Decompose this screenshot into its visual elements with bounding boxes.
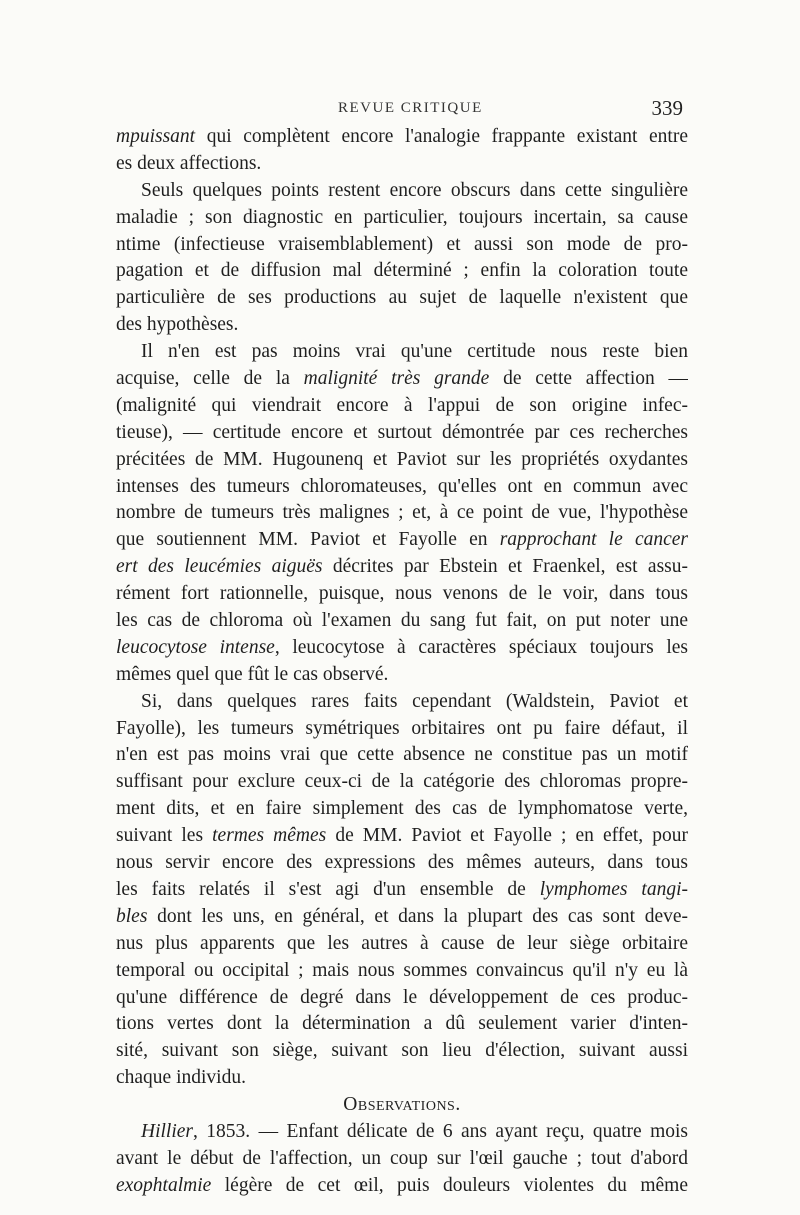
text-line [116, 985, 688, 1012]
text-line [116, 527, 688, 554]
text-run: dont les uns, en général, et dans la plupart des cas sont deve- [147, 905, 688, 927]
text-run: de MM. Paviot et Fayolle ; en effet, pour [326, 825, 688, 847]
text-run: nombre de tumeurs très malignes ; et, à ce point de vue, l'hypothèse [116, 502, 688, 524]
text-line [116, 877, 688, 904]
text-line [116, 339, 688, 366]
running-title: REVUE CRITIQUE [338, 100, 483, 116]
text-line [116, 769, 688, 796]
text-line [116, 1173, 688, 1200]
italic-text: lymphomes tangi- [539, 878, 688, 900]
text-run: que soutiennent MM. Paviot et Fayolle en [116, 529, 500, 551]
text-line [116, 958, 688, 985]
italic-text: rapprochant le cancer [499, 529, 688, 551]
text-line [116, 151, 688, 178]
text-run: rément fort rationnelle, puisque, nous venons de le voir, dans tous [116, 583, 688, 605]
text-run: nous servir encore des expressions des mêmes auteurs, dans tous [116, 852, 688, 874]
text-run: qui complètent encore l'analogie frappante existant entre [195, 126, 688, 147]
text-run: , 1853. — Enfant délicate de 6 ans ayant reçu, quatre mois [193, 1120, 688, 1142]
body-text [116, 124, 688, 1200]
text-line [116, 581, 688, 608]
italic-text: ert des leucémies aiguës [116, 556, 323, 578]
text-line [116, 1038, 688, 1065]
text-run: Fayolle), les tumeurs symétriques orbitaires ont pu faire défaut, il [116, 717, 688, 739]
text-run: acquise, celle de la [116, 368, 304, 390]
page-number: 339 [651, 96, 683, 120]
italic-text: termes mêmes [212, 825, 327, 847]
text-run: les faits relatés il s'est agi d'un ensemble de [116, 878, 540, 900]
text-line [116, 366, 688, 393]
text-run: les cas de chloroma où l'examen du sang fut fait, on put noter une [116, 610, 688, 632]
text-run: , leucocytose à caractères spéciaux toujours les [274, 636, 688, 658]
italic-text: mpuissant [116, 126, 196, 147]
text-line [116, 742, 688, 769]
text-line [116, 205, 688, 232]
text-run: Si, dans quelques rares faits cependant (Waldstein, Paviot et [141, 690, 688, 712]
text-run: légère de cet œil, puis douleurs violentes du même [211, 1174, 688, 1196]
text-run: qu'une différence de degré dans le développement de ces produc- [116, 986, 688, 1008]
text-line [116, 1146, 688, 1173]
text-line [116, 1119, 688, 1146]
text-line [116, 312, 688, 339]
text-run: es deux affections. [116, 152, 262, 174]
text-line [116, 124, 688, 151]
text-run: pagation et de diffusion mal déterminé ; enfin la coloration toute [116, 260, 688, 282]
text-run: Observations. [343, 1094, 461, 1116]
text-run: sité, suivant son siège, suivant son lieu d'élection, suivant aussi [116, 1040, 688, 1062]
text-run: décrites par Ebstein et Fraenkel, est assu- [322, 556, 688, 578]
text-line [116, 823, 688, 850]
text-line [116, 689, 688, 716]
text-run: (malignité qui viendrait encore à l'appui de son origine infec- [116, 394, 688, 416]
text-run: de cette affection — [489, 368, 688, 390]
text-run: nus plus apparents que les autres à cause de leur siège orbitaire [116, 932, 688, 954]
text-line [116, 904, 688, 931]
text-line [116, 500, 688, 527]
text-run: tions vertes dont la détermination a dû seulement varier d'inten- [116, 1013, 688, 1035]
text-run: avant le début de l'affection, un coup sur l'œil gauche ; tout d'abord [116, 1147, 688, 1169]
text-run: temporal ou occipital ; mais nous sommes convaincus qu'il n'y eu là [116, 959, 688, 981]
text-line [116, 931, 688, 958]
text-run: suivant les [116, 825, 213, 847]
text-run: maladie ; son diagnostic en particulier, toujours incertain, sa cause [116, 206, 688, 228]
text-line [116, 474, 688, 501]
text-run: des hypothèses. [116, 314, 239, 336]
text-run: suffisant pour exclure ceux-ci de la catégorie des chloromas propre- [116, 771, 688, 793]
text-run: n'en est pas moins vrai que cette absence ne constitue pas un motif [116, 744, 688, 766]
text-line [116, 178, 688, 205]
italic-text: bles [116, 905, 148, 927]
text-line [116, 608, 688, 635]
text-line [116, 662, 688, 689]
text-run: mêmes quel que fût le cas observé. [116, 663, 389, 685]
italic-text: Hillier [141, 1120, 193, 1142]
text-line [116, 796, 688, 823]
text-run: Seuls quelques points restent encore obscurs dans cette singulière [141, 179, 688, 201]
italic-text: exophtalmie [116, 1174, 212, 1196]
text-line [116, 258, 688, 285]
text-run: Il n'en est pas moins vrai qu'une certitude nous reste bien [141, 341, 688, 363]
page-header [118, 96, 683, 126]
text-run: ntime (infectieuse vraisemblablement) et aussi son mode de pro- [116, 233, 688, 255]
text-line [116, 635, 688, 662]
section-heading [116, 1092, 688, 1119]
text-run: précitées de MM. Hugounenq et Paviot sur les propriétés oxydantes [116, 448, 688, 470]
text-line [116, 232, 688, 259]
text-run: particulière de ses productions au sujet de laquelle n'existent que [116, 287, 688, 309]
text-line [116, 716, 688, 743]
text-run: intenses des tumeurs chloromateuses, qu'elles ont en commun avec [116, 475, 688, 497]
italic-text: malignité très grande [303, 368, 490, 390]
text-run: ment dits, et en faire simplement des cas de lymphomatose verte, [116, 798, 688, 820]
text-line [116, 1065, 688, 1092]
text-line [116, 420, 688, 447]
text-line [116, 285, 688, 312]
text-line [116, 850, 688, 877]
text-line [116, 1011, 688, 1038]
text-run: chaque individu. [116, 1067, 246, 1089]
text-line [116, 554, 688, 581]
italic-text: leucocytose intense [116, 636, 275, 658]
text-line [116, 393, 688, 420]
text-line [116, 447, 688, 474]
text-run: tieuse), — certitude encore et surtout démontrée par ces recherches [116, 421, 688, 443]
